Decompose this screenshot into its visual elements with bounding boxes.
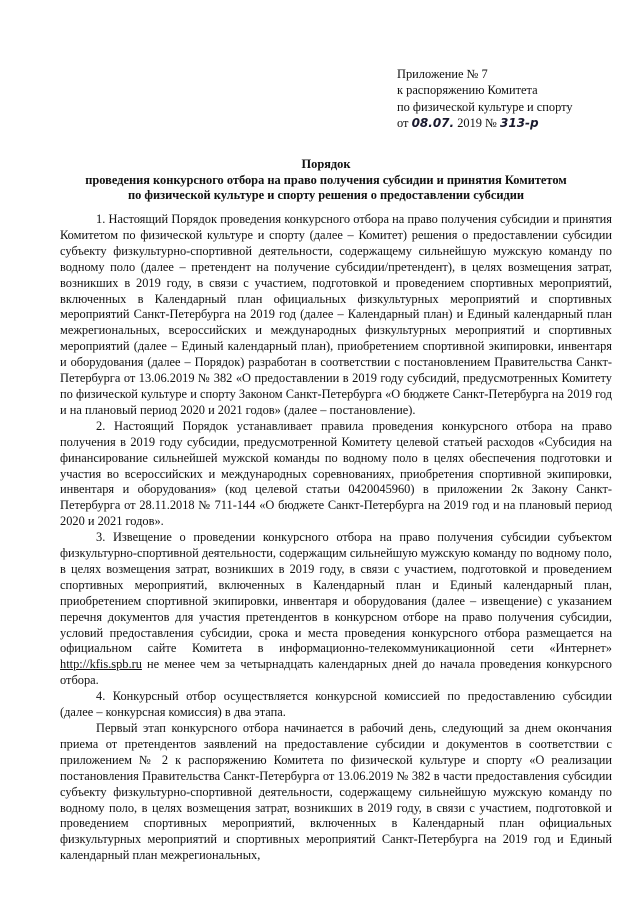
appendix-number: Приложение № 7: [397, 67, 488, 81]
paragraph-5: Первый этап конкурсного отбора начинается в рабочий день, следующий за днем окончания приема от претендентов заявлений на предоставление субсидии и документов в соответствии с приложением № 2 к распоряжению Комитета по физической культуре и спорту «О реализации постановления Правительства Санкт-Петербурга от 13.06.2019 № 382 в части предоставления субсидии субъекту физкультурно-спортивной деятельности, содержащему сильнейшую мужскую команду по водному поло, в целях возмещения затрат, возникших в 2019 году, в связи с участием, подготовкой и проведением спортивных мероприятий, включенных в Календарный план официальных физкультурных мероприятий и спортивных мероприятий Санкт-Петербурга на 2019 год и Единый календарный план межрегиональных,: [60, 721, 612, 863]
title-line-3: по физической культуре и спорту решения о предоставлении субсидии: [127, 188, 525, 203]
paragraph-3-end: не менее чем за четырнадцать календарных дней до начала проведения конкурсного отбора.: [60, 657, 612, 688]
document-body: [60, 212, 612, 864]
document-title: [40, 157, 612, 204]
paragraph-4: 4. Конкурсный отбор осуществляется конкурсной комиссией по предоставлению субсидии (далее – конкурсная комиссия) в два этапа.: [60, 689, 612, 720]
title-line-1: Порядок: [301, 157, 351, 171]
appendix-committee: по физической культуре и спорту: [397, 99, 573, 114]
appendix-date-line: [397, 115, 573, 131]
year-text: 2019 №: [457, 116, 497, 131]
paragraph-2: 2. Настоящий Порядок устанавливает правила проведения конкурсного отбора на право получения в 2019 году субсидии, предусмотренной Комитету целевой статьей расходов «Субсидия на финансирование сильнейшей мужской команды по водному поло в целях обеспечения подготовки и участия во всероссийских и международных соревнованиях, приобретения спортивной экипировки, инвентаря и оборудования» (код целевой статьи 0420045960) в приложении 2к Закону Санкт-Петербурга от 28.11.2018 № 711-144 «О бюджете Санкт-Петербурга на 2019 год и на плановый период 2020 и 2021 годов».: [60, 418, 612, 529]
paragraph-3-text: 3. Извещение о проведении конкурсного отбора на право получения субсидии субъектом физкультурно-спортивной деятельности, содержащим сильнейшую мужскую команду по водному поло, в целях возмещения затрат, возникших в 2019 году, в связи с участием, подготовкой и проведением спортивных мероприятий, включенных в Календарный план и Единый календарный план, приобретением спортивной экипировки, инвентаря и оборудования (далее – извещение) с указанием перечня документов для участия претендентов в конкурсном отборе на право получения субсидии, условий предоставления субсидии, срока и места проведения конкурсного отбора размещается на официальном сайте Комитета в информационно-телекоммуникационной сети «Интернет»: [60, 530, 612, 656]
website-link[interactable]: http://kfis.spb.ru: [60, 657, 142, 672]
handwritten-date: 08.07.: [411, 116, 455, 131]
appendix-header: [397, 66, 573, 132]
paragraph-1: 1. Настоящий Порядок проведения конкурсного отбора на право получения субсидии и принятия Комитетом по физической культуре и спорту (далее – Комитет) решения о предоставлении субсидии субъекту физкультурно-спортивной деятельности, содержащему сильнейшую мужскую команду по водному поло (далее – претендент на получение субсидии/претендент), в целях возмещения затрат, возникших в 2019 году, в связи с участием, подготовкой и проведением спортивных мероприятий, включенных в Календарный план официальных физкультурных мероприятий и спортивных мероприятий Санкт-Петербурга на 2019 год (далее – Календарный план) и Единый календарный план межрегиональных, всероссийских и международных физкультурных мероприятий и спортивных мероприятий (далее – Единый календарный план), приобретением спортивной экипировки, инвентаря и оборудования (далее – Порядок) разработан в соответствии с постановлением Правительства Санкт-Петербурга от 13.06.2019 № 382 «О предоставлении в 2019 году субсидий, предусмотренных Комитету по физической культуре и спорту Законом Санкт-Петербурга «О бюджете Санкт-Петербурга на 2019 год и на плановый период 2020 и 2021 годов» (далее – постановление).: [60, 212, 612, 417]
title-line-2: проведения конкурсного отбора на право получения субсидии и принятия Комитетом: [85, 172, 567, 187]
date-prefix: от: [397, 116, 409, 131]
handwritten-number: 313-р: [500, 116, 539, 131]
paragraph-3: [60, 530, 612, 689]
appendix-reference: к распоряжению Комитета: [397, 83, 538, 98]
